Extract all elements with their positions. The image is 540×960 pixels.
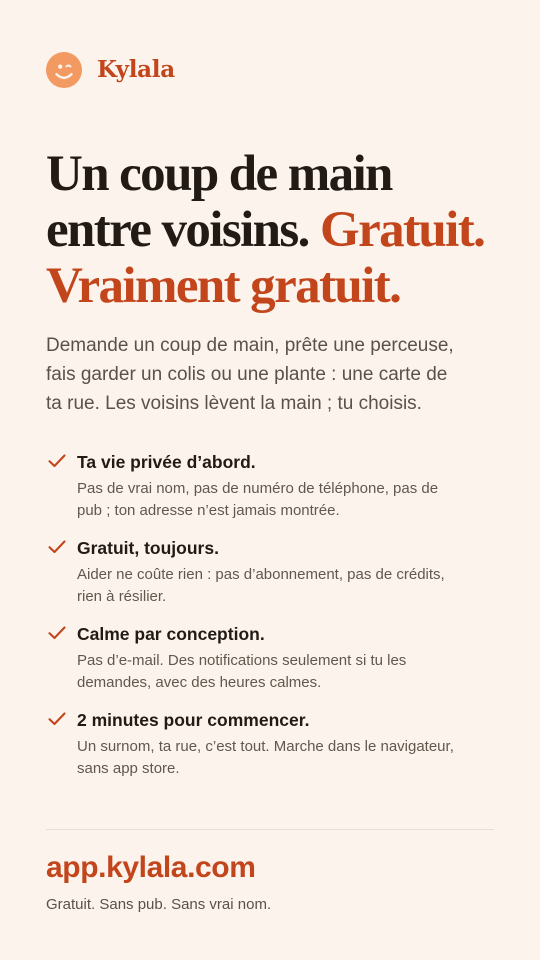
feature-description-line: rien à résilier. <box>77 588 167 605</box>
feature-description <box>77 650 497 694</box>
feature-title: Calme par conception. <box>77 624 265 644</box>
feature-description-line: Aider ne coûte rien : pas d’abonnement, pas de crédits, <box>77 566 445 583</box>
headline-line-2-plain: entre voisins. <box>46 202 309 258</box>
footer-divider <box>46 829 494 830</box>
feature-description-line: Un surnom, ta rue, c’est tout. Marche dans le navigateur, <box>77 738 454 755</box>
intro-line-1: Demande un coup de main, prête une perceuse, <box>46 335 454 356</box>
tagline: Gratuit. Sans pub. Sans vrai nom. <box>46 896 272 913</box>
headline-line-3: Vraiment gratuit. <box>46 258 401 314</box>
feature-title: Gratuit, toujours. <box>77 538 219 558</box>
intro-paragraph <box>46 331 496 418</box>
feature-description <box>77 564 497 608</box>
brand[interactable] <box>46 52 175 88</box>
feature-description-line: Pas de vrai nom, pas de numéro de téléphone, pas de <box>77 480 439 497</box>
landing-page <box>46 0 494 960</box>
check-icon <box>48 711 66 727</box>
feature-description-line: sans app store. <box>77 760 180 777</box>
page-title <box>46 146 506 314</box>
app-link[interactable]: app.kylala.com <box>46 851 256 884</box>
feature-description-line: Pas d’e-mail. Des notifications seulement si tu les <box>77 652 407 669</box>
headline-line-2-accent: Gratuit. <box>320 202 485 258</box>
smiling-face-icon <box>46 52 82 88</box>
brand-name: Kylala <box>97 56 175 83</box>
feature-title: 2 minutes pour commencer. <box>77 710 310 730</box>
headline-line-2 <box>46 202 506 258</box>
feature-description <box>77 736 497 780</box>
feature-description-line: demandes, avec des heures calmes. <box>77 674 322 691</box>
feature-description-line: pub ; ton adresse n’est jamais montrée. <box>77 502 340 519</box>
check-icon <box>48 625 66 641</box>
intro-line-3: ta rue. Les voisins lèvent la main ; tu choisis. <box>46 393 422 414</box>
check-icon <box>48 539 66 555</box>
headline-line-1: Un coup de main <box>46 146 392 202</box>
feature-title: Ta vie privée d’abord. <box>77 452 256 472</box>
intro-line-2: fais garder un colis ou une plante : une carte de <box>46 364 448 385</box>
feature-description <box>77 478 497 522</box>
check-icon <box>48 453 66 469</box>
